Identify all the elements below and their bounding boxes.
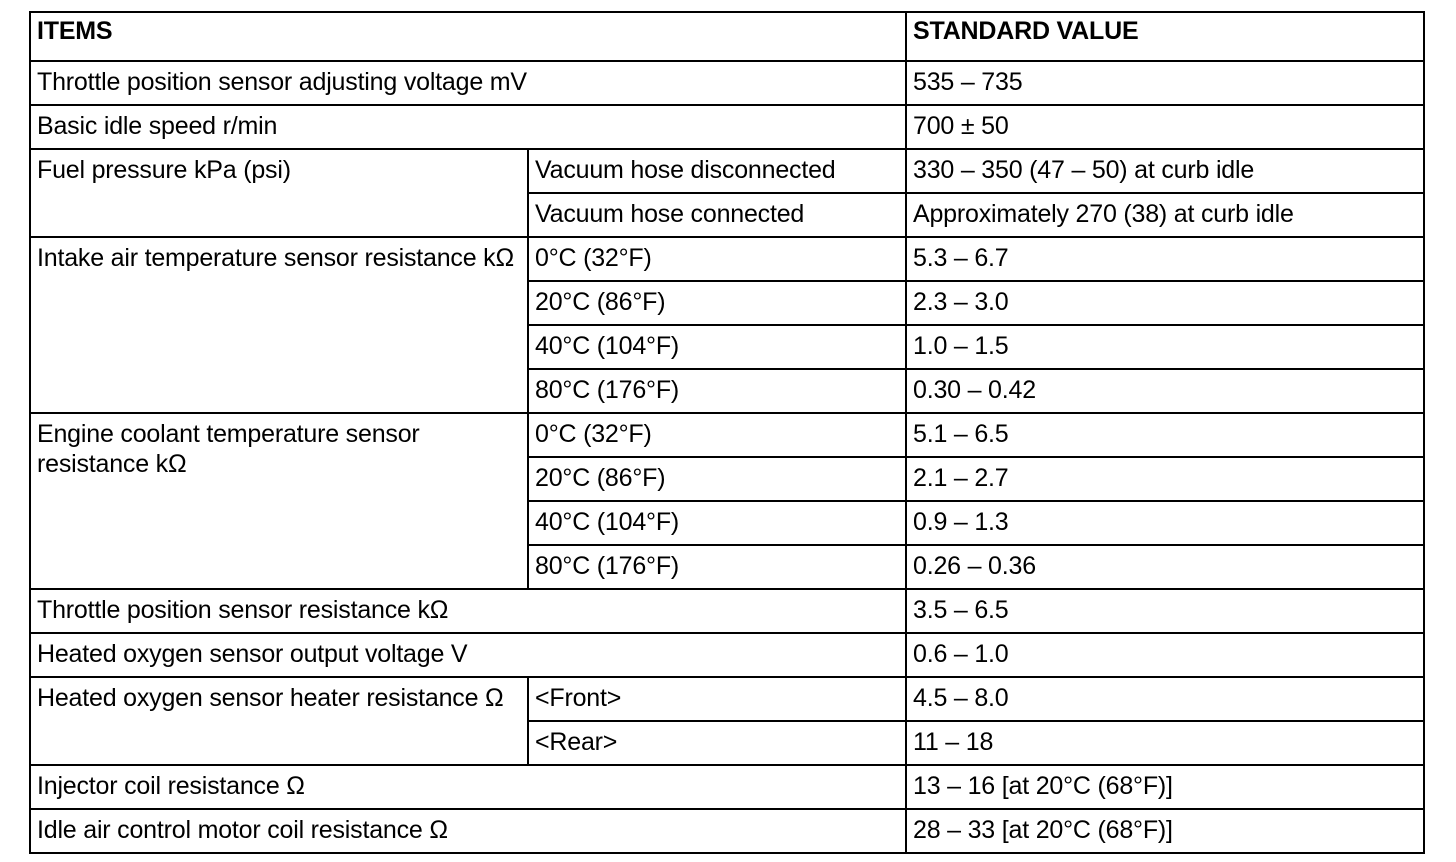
- value-cell: 700 ± 50: [906, 105, 1424, 149]
- condition-cell: 80°C (176°F): [528, 545, 906, 589]
- item-cell: Throttle position sensor adjusting voltage mV: [30, 61, 906, 105]
- value-cell: 13 – 16 [at 20°C (68°F)]: [906, 765, 1424, 809]
- item-cell: Heated oxygen sensor output voltage V: [30, 633, 906, 677]
- value-cell: 330 – 350 (47 – 50) at curb idle: [906, 149, 1424, 193]
- item-cell: Injector coil resistance Ω: [30, 765, 906, 809]
- value-cell: Approximately 270 (38) at curb idle: [906, 193, 1424, 237]
- header-items: ITEMS: [30, 12, 906, 61]
- table-row: [30, 105, 1424, 149]
- condition-cell: <Front>: [528, 677, 906, 721]
- value-cell: 0.6 – 1.0: [906, 633, 1424, 677]
- condition-cell: 20°C (86°F): [528, 457, 906, 501]
- item-cell: Fuel pressure kPa (psi): [30, 149, 528, 237]
- item-cell: Intake air temperature sensor resistance kΩ: [30, 237, 528, 413]
- value-cell: 5.3 – 6.7: [906, 237, 1424, 281]
- item-cell: Throttle position sensor resistance kΩ: [30, 589, 906, 633]
- value-cell: 0.30 – 0.42: [906, 369, 1424, 413]
- item-cell: Heated oxygen sensor heater resistance Ω: [30, 677, 528, 765]
- value-cell: 11 – 18: [906, 721, 1424, 765]
- condition-cell: 40°C (104°F): [528, 325, 906, 369]
- table-header-row: [30, 12, 1424, 61]
- item-cell: Idle air control motor coil resistance Ω: [30, 809, 906, 853]
- table-row: [30, 765, 1424, 809]
- header-standard-value: STANDARD VALUE: [906, 12, 1424, 61]
- value-cell: 2.3 – 3.0: [906, 281, 1424, 325]
- table-row: [30, 61, 1424, 105]
- condition-cell: Vacuum hose connected: [528, 193, 906, 237]
- value-cell: 3.5 – 6.5: [906, 589, 1424, 633]
- table-row: [30, 809, 1424, 853]
- value-cell: 0.9 – 1.3: [906, 501, 1424, 545]
- item-cell: Engine coolant temperature sensor resistance kΩ: [30, 413, 528, 589]
- table-row: [30, 633, 1424, 677]
- condition-cell: 20°C (86°F): [528, 281, 906, 325]
- condition-cell: <Rear>: [528, 721, 906, 765]
- item-cell: Basic idle speed r/min: [30, 105, 906, 149]
- condition-cell: 80°C (176°F): [528, 369, 906, 413]
- table-row: [30, 149, 1424, 193]
- table-row: [30, 413, 1424, 457]
- value-cell: 0.26 – 0.36: [906, 545, 1424, 589]
- value-cell: 2.1 – 2.7: [906, 457, 1424, 501]
- condition-cell: Vacuum hose disconnected: [528, 149, 906, 193]
- value-cell: 1.0 – 1.5: [906, 325, 1424, 369]
- value-cell: 4.5 – 8.0: [906, 677, 1424, 721]
- condition-cell: 0°C (32°F): [528, 237, 906, 281]
- table-row: [30, 237, 1424, 281]
- table-row: [30, 677, 1424, 721]
- value-cell: 28 – 33 [at 20°C (68°F)]: [906, 809, 1424, 853]
- table-row: [30, 589, 1424, 633]
- value-cell: 5.1 – 6.5: [906, 413, 1424, 457]
- value-cell: 535 – 735: [906, 61, 1424, 105]
- standard-value-table: [29, 11, 1425, 854]
- condition-cell: 0°C (32°F): [528, 413, 906, 457]
- condition-cell: 40°C (104°F): [528, 501, 906, 545]
